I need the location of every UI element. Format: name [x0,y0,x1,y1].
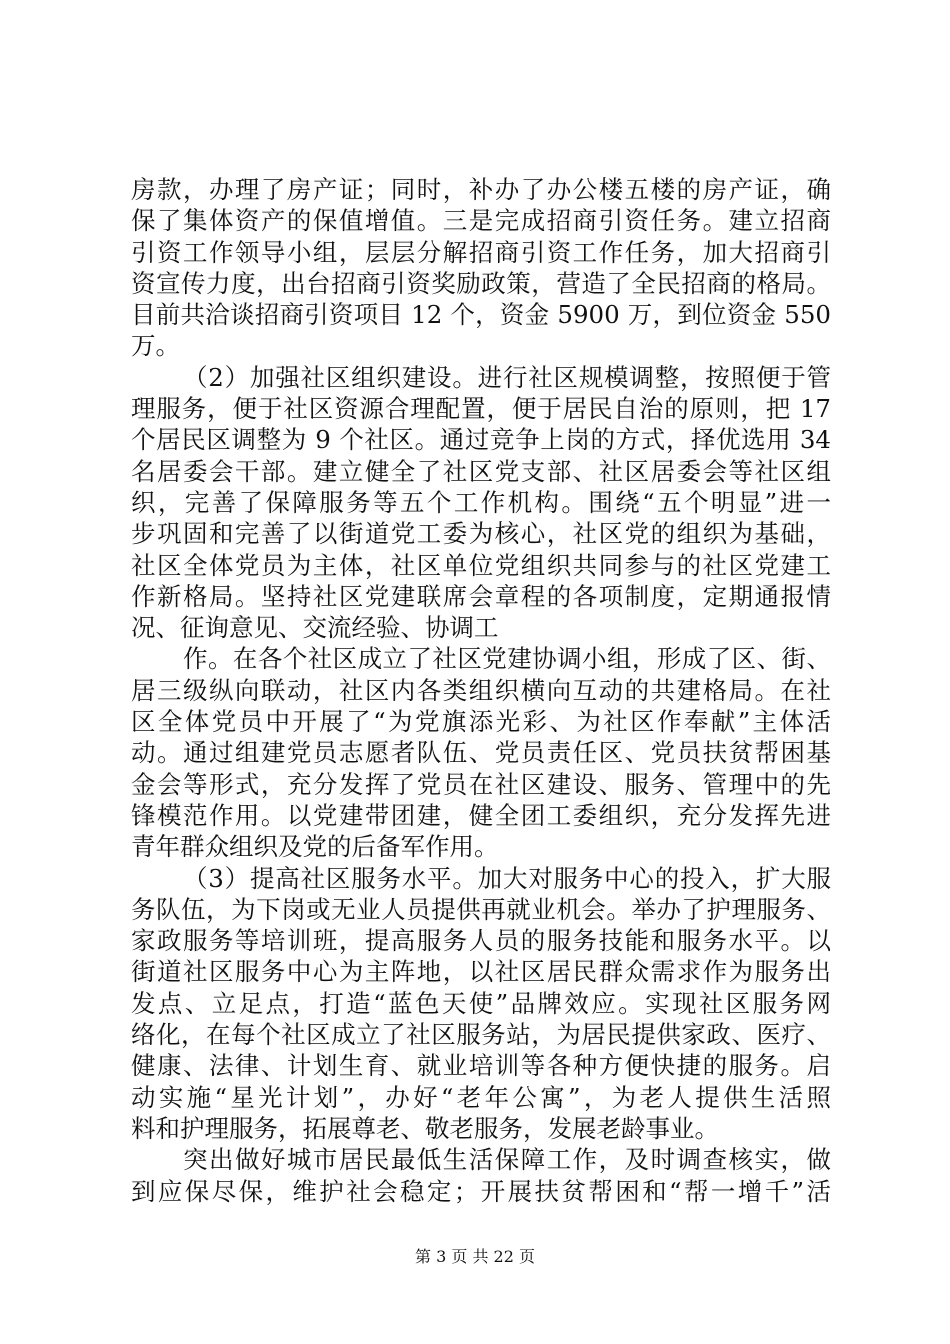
text-line: 资宣传力度，出台招商引资奖励政策，营造了全民招商的格局。 [131,268,831,298]
text-line: 个居民区调整为 9 个社区。通过竞争上岗的方式，择优选用 34 [131,425,831,455]
text-line: 金会等形式，充分发挥了党员在社区建设、服务、管理中的先 [131,769,831,799]
text-line: 况、征询意见、交流经验、协调工 [131,613,499,643]
text-line: 引资工作领导小组，层层分解招商引资工作任务，加大招商引 [131,237,831,267]
text-line: 务队伍，为下岗或无业人员提供再就业机会。举办了护理服务、 [131,894,831,924]
text-line: 作新格局。坚持社区党建联席会章程的各项制度，定期通报情 [131,581,831,611]
page-footer [0,1244,950,1267]
text-line: 目前共洽谈招商引资项目 12 个，资金 5900 万，到位资金 550 [131,300,831,330]
text-line: 络化，在每个社区成立了社区服务站，为居民提供家政、医疗、 [131,1020,831,1050]
text-line: 青年群众组织及党的后备军作用。 [131,832,499,862]
page-number-label: 第 3 页 共 22 页 [415,1247,535,1266]
text-line: 动。通过组建党员志愿者队伍、党员责任区、党员扶贫帮困基 [131,738,831,768]
text-line: （3）提高社区服务水平。加大对服务中心的投入，扩大服 [183,863,831,893]
text-line: 织，完善了保障服务等五个工作机构。围绕“五个明显”进一 [131,487,831,517]
text-line: 动实施“星光计划”，办好“老年公寓”，为老人提供生活照 [131,1082,831,1112]
text-line: 社区全体党员为主体，社区单位党组织共同参与的社区党建工 [131,550,831,580]
text-line: 居三级纵向联动，社区内各类组织横向互动的共建格局。在社 [131,675,831,705]
text-line: 街道社区服务中心为主阵地，以社区居民群众需求作为服务出 [131,957,831,987]
text-line: 健康、法律、计划生育、就业培训等各种方便快捷的服务。启 [131,1051,831,1081]
text-line: 作。在各个社区成立了社区党建协调小组，形成了区、街、 [183,644,831,674]
text-line: 保了集体资产的保值增值。三是完成招商引资任务。建立招商 [131,206,831,236]
text-line: 理服务，便于社区资源合理配置，便于居民自治的原则，把 17 [131,394,831,424]
text-line: 区全体党员中开展了“为党旗添光彩、为社区作奉献”主体活 [131,707,831,737]
text-line: 房款，办理了房产证；同时，补办了办公楼五楼的房产证，确 [131,175,831,204]
text-line: （2）加强社区组织建设。进行社区规模调整，按照便于管 [183,362,831,392]
text-line: 锋模范作用。以党建带团建，健全团工委组织，充分发挥先进 [131,800,831,830]
text-line: 名居委会干部。建立健全了社区党支部、社区居委会等社区组 [131,456,831,486]
text-line: 家政服务等培训班，提高服务人员的服务技能和服务水平。以 [131,926,831,956]
text-line: 万。 [131,331,180,361]
document-body [131,174,831,1207]
text-line: 发点、立足点，打造“蓝色天使”品牌效应。实现社区服务网 [131,988,831,1018]
text-line: 突出做好城市居民最低生活保障工作，及时调查核实，做 [183,1145,831,1175]
text-line: 到应保尽保，维护社会稳定；开展扶贫帮困和“帮一增千”活 [131,1176,831,1206]
text-line: 步巩固和完善了以街道党工委为核心，社区党的组织为基础， [131,519,831,549]
text-line: 料和护理服务，拓展尊老、敬老服务，发展老龄事业。 [131,1113,719,1143]
